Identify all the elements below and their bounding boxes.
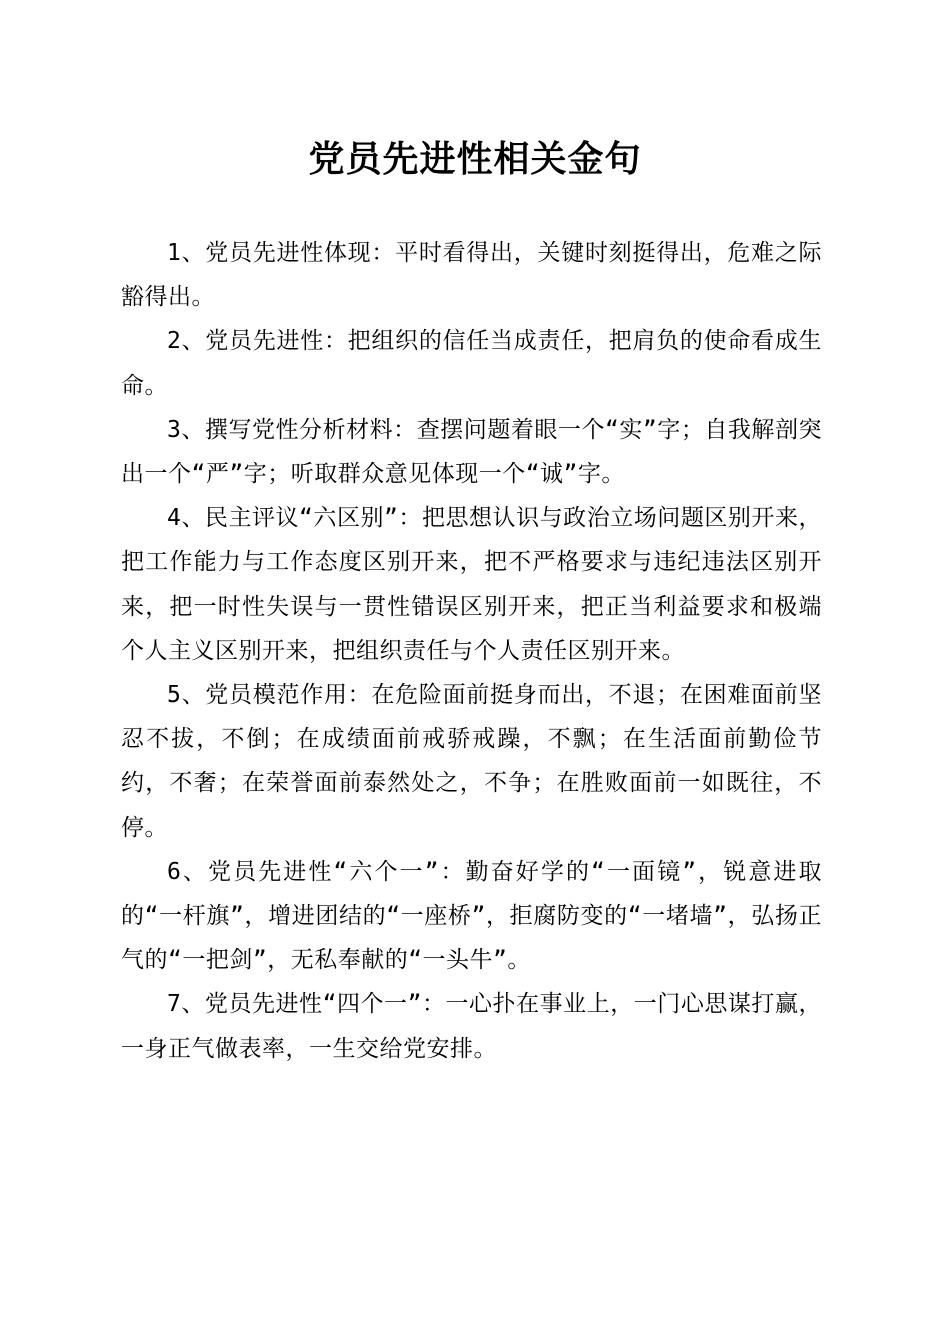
paragraph-7: 7、党员先进性“四个一”：一心扑在事业上，一门心思谋打赢，一身正气做表率，一生交给党安排。	[121, 991, 822, 1062]
paragraph-6: 6、党员先进性“六个一”：勤奋好学的“一面镜”，锐意进取的“一杆旗”，增进团结的“一座桥”，拒腐防变的“一堵墙”，弘扬正气的“一把剑”，无私奉献的“一头牛”。	[121, 858, 822, 974]
paragraph-5: 5、党员模范作用：在危险面前挺身而出，不退；在困难面前坚忍不拔，不倒；在成绩面前戒骄戒躁，不飘；在生活面前勤俭节约，不奢；在荣誉面前泰然处之，不争；在胜败面前一如既往，不停。	[121, 682, 822, 841]
paragraph-1: 1、党员先进性体现：平时看得出，关键时刻挺得出，危难之际豁得出。	[121, 240, 822, 311]
paragraph-3: 3、撰写党性分析材料：查摆问题着眼一个“实”字；自我解剖突出一个“严”字；听取群众意见体现一个“诚”字。	[121, 416, 822, 488]
paragraph-4: 4、民主评议“六区别”：把思想认识与政治立场问题区别开来，把工作能力与工作态度区别开来，把不严格要求与违纪违法区别开来，把一时性失误与一贯性错误区别开来，把正当利益要求和极端个人主义区别开来，把组织责任与个人责任区别开来。	[121, 505, 822, 664]
document-title: 党员先进性相关金句	[308, 138, 642, 180]
paragraph-2: 2、党员先进性：把组织的信任当成责任，把肩负的使命看成生命。	[121, 328, 822, 399]
document-body	[121, 231, 822, 1071]
